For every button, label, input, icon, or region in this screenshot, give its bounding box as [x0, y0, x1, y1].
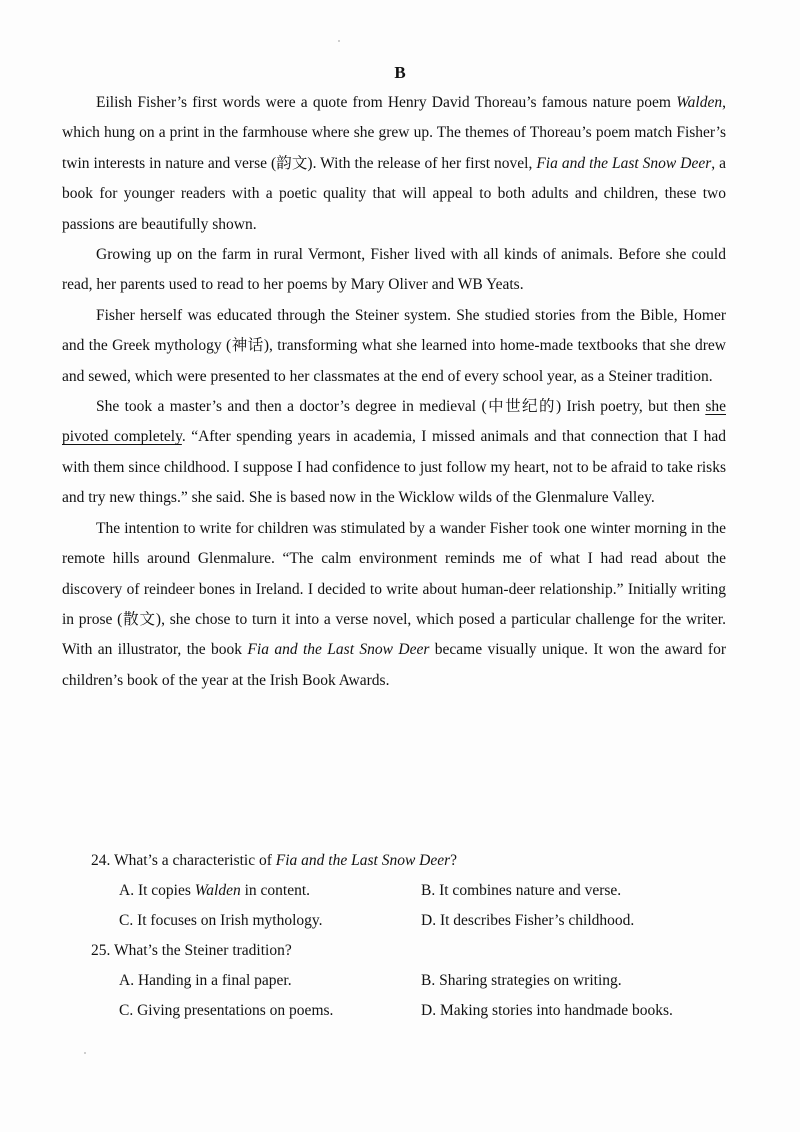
paragraph-text: Growing up on the farm in rural Vermont, Fisher lived with all kinds of animals. Before she could read, her parents used to read to her poems by Mary Oliver and WB Yeats. — [62, 246, 726, 294]
scan-speck — [84, 1052, 86, 1054]
option-italic-text: Walden — [194, 882, 241, 899]
underlined-phrase: she pivoted completely — [62, 398, 726, 446]
book-title-text: Walden — [676, 94, 723, 111]
paragraph-text: Fisher herself was educated through the Steiner system. She studied stories from the Bible, Homer and the Greek mythology (神话), transforming what she learned into home-made textbooks that she drew and sewed, which were presented to her classmates at the end of every school year, as a Steiner tradition. — [62, 306, 726, 385]
question-stem — [91, 846, 741, 876]
passage-paragraph — [62, 514, 726, 696]
option-text: Making stories into handmade books. — [436, 1002, 673, 1019]
answer-option-b[interactable] — [421, 876, 621, 906]
paragraph-text: became visually unique. It won the award for children’s book of the year at the Irish Book Awards. — [62, 641, 726, 689]
question-text: What’s the Steiner tradition? — [110, 942, 292, 959]
option-letter: A. — [119, 972, 135, 989]
answer-option-d[interactable] — [421, 906, 634, 936]
passage-paragraph — [62, 88, 726, 240]
question-number: 25. — [91, 942, 111, 959]
option-text: in content. — [240, 882, 311, 899]
option-text: It copies — [134, 882, 195, 899]
option-text: Handing in a final paper. — [134, 972, 292, 989]
option-letter: B. — [421, 972, 436, 989]
option-text: It describes Fisher’s childhood. — [436, 912, 635, 929]
option-row — [91, 996, 741, 1026]
passage-paragraph — [62, 240, 726, 301]
paragraph-text: , a book for younger readers with a poetic quality that will appeal to both adults and children, these two passions are beautifully shown. — [62, 154, 726, 233]
answer-option-b[interactable] — [421, 966, 622, 996]
option-text: Giving presentations on poems. — [133, 1002, 334, 1019]
paragraph-text: The intention to write for children was stimulated by a wander Fisher took one winter morning in the remote hills around Glenmalure. “The calm environment reminds me of what I had read about the discovery of reindeer bones in Ireland. I decided to write about human-deer relationship.” Initially writing in prose (散文), she chose to turn it into a verse novel, which posed a particular challenge for the writer. With an illustrator, the book — [62, 519, 726, 659]
answer-option-a[interactable] — [119, 966, 421, 996]
option-text: Sharing strategies on writing. — [435, 972, 622, 989]
paragraph-text: . “After spending years in academia, I missed animals and that connection that I had with them since childhood. I suppose I had confidence to just follow my heart, not to be afraid to take risks and try new things.” she said. She is based now in the Wicklow wilds of the Glenmalure Valley. — [62, 428, 726, 507]
answer-option-a[interactable] — [119, 876, 421, 906]
option-letter: B. — [421, 882, 436, 899]
passage-paragraph — [62, 392, 726, 514]
option-letter: A. — [119, 882, 135, 899]
paragraph-text: , which hung on a print in the farmhouse where she grew up. The themes of Thoreau’s poem match Fisher’s twin interests in nature and verse (韵文). With the release of her first novel, — [62, 94, 726, 172]
question-italic-text: Fia and the Last Snow Deer — [275, 852, 451, 869]
scan-speck — [338, 40, 340, 42]
option-text: It combines nature and verse. — [435, 882, 622, 899]
book-title-text: Fia and the Last Snow Deer — [247, 641, 430, 659]
option-row — [91, 966, 741, 996]
option-letter: C. — [119, 912, 134, 929]
option-letter: D. — [421, 912, 437, 929]
passage-paragraph — [62, 301, 726, 392]
paragraph-text: Eilish Fisher’s first words were a quote from Henry David Thoreau’s famous nature poem — [96, 94, 677, 111]
question-number: 24. — [91, 852, 111, 869]
question-list — [91, 846, 741, 1026]
option-row — [91, 906, 741, 936]
question-stem — [91, 936, 741, 966]
option-letter: D. — [421, 1002, 437, 1019]
answer-option-c[interactable] — [119, 996, 421, 1026]
answer-option-d[interactable] — [421, 996, 673, 1026]
paragraph-text: She took a master’s and then a doctor’s degree in medieval (中世纪的) Irish poetry, but then — [96, 398, 706, 416]
option-letter: C. — [119, 1002, 134, 1019]
reading-passage — [62, 88, 726, 696]
option-text: It focuses on Irish mythology. — [133, 912, 323, 929]
answer-option-c[interactable] — [119, 906, 421, 936]
question-text: What’s a characteristic of — [110, 852, 276, 869]
option-row — [91, 876, 741, 906]
question-text: ? — [450, 852, 458, 869]
section-heading: B — [394, 63, 406, 82]
book-title-text: Fia and the Last Snow Deer — [536, 154, 712, 172]
